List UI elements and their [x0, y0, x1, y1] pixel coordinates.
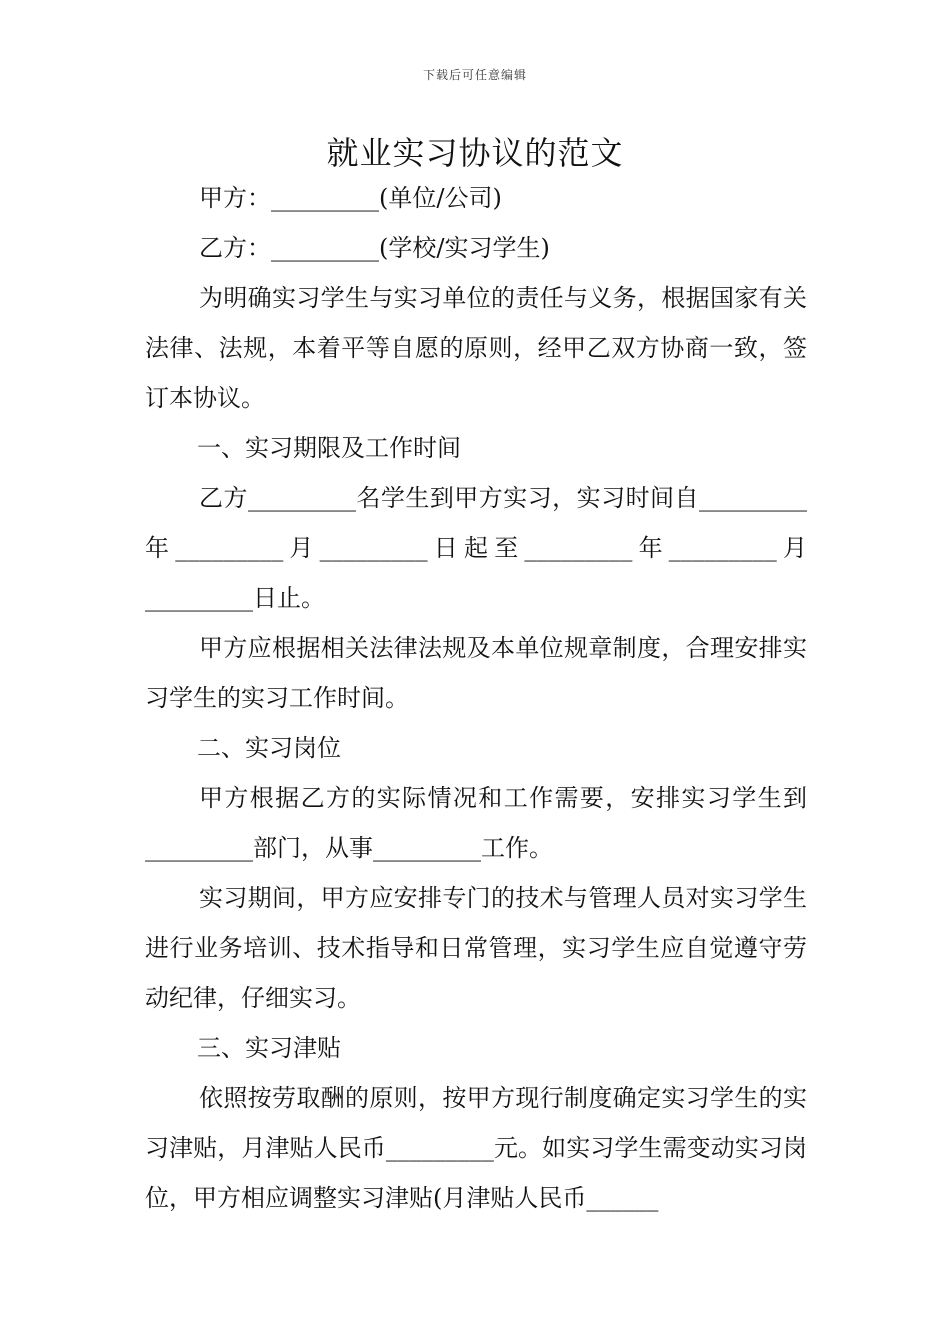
page-header-note: 下载后可任意编辑 — [422, 68, 527, 82]
section-heading-allowance: 三、实习津贴 — [197, 1034, 341, 1062]
work-time-paragraph: 甲方应根据相关法律法规及本单位规章制度，合理安排实习学生的实习工作时间。 — [145, 634, 807, 712]
document-body — [145, 173, 807, 1223]
party-a-line: 甲方：_________(单位/公司) — [199, 184, 502, 212]
preamble-paragraph: 为明确实习学生与实习单位的责任与义务，根据国家有关法律、法规，本着平等自愿的原则，经甲乙双方协商一致，签订本协议。 — [145, 284, 807, 412]
party-b-line: 乙方：_________(学校/实习学生) — [199, 234, 550, 262]
section-heading-term: 一、实习期限及工作时间 — [197, 434, 461, 462]
section-heading-position: 二、实习岗位 — [197, 734, 341, 762]
allowance-paragraph: 依照按劳取酬的原则，按甲方现行制度确定实习学生的实习津贴，月津贴人民币_________元。如实习学生需变动实习岗位，甲方相应调整实习津贴(月津贴人民币______ — [145, 1084, 807, 1212]
term-paragraph: 乙方_________名学生到甲方实习，实习时间自_________年_________月_________日起至_________年_________月_________日止。 — [145, 484, 807, 612]
supervision-paragraph: 实习期间，甲方应安排专门的技术与管理人员对实习学生进行业务培训、技术指导和日常管理，实习学生应自觉遵守劳动纪律，仔细实习。 — [145, 884, 807, 1012]
position-paragraph: 甲方根据乙方的实际情况和工作需要，安排实习学生到_________部门，从事_________工作。 — [145, 784, 807, 862]
document-title: 就业实习协议的范文 — [326, 134, 624, 172]
